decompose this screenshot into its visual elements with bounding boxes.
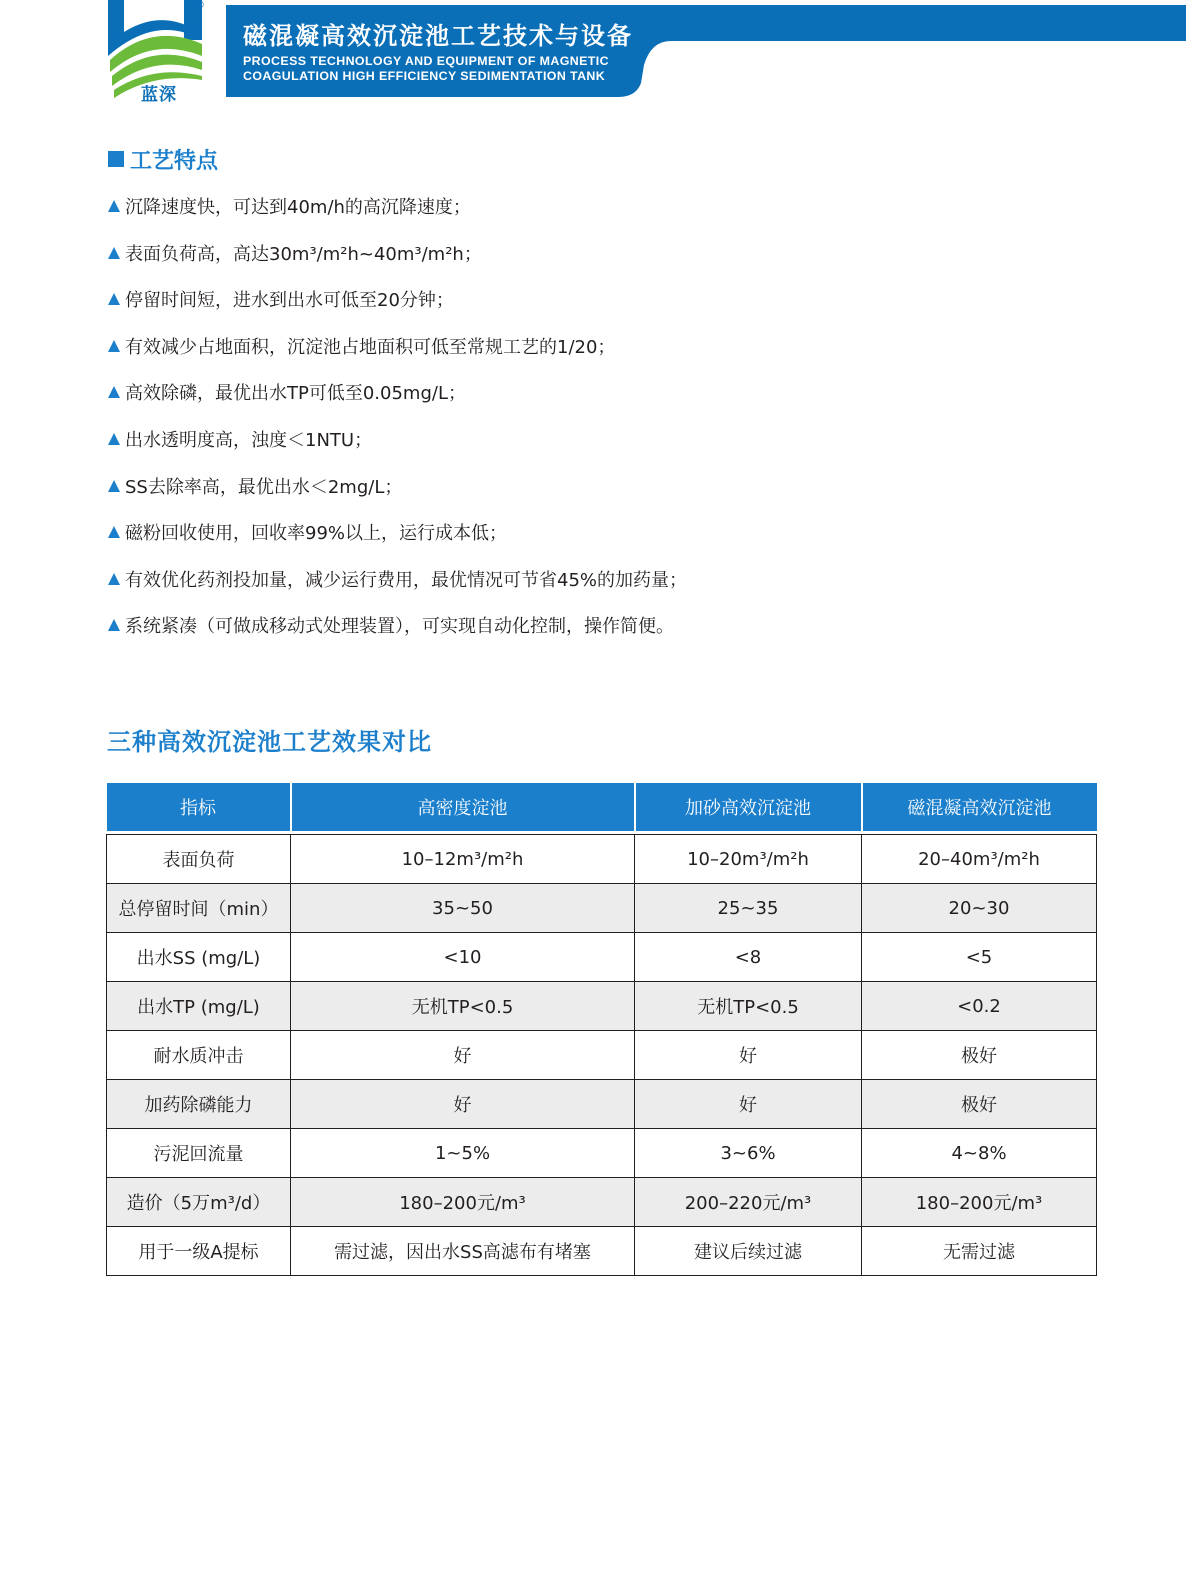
table-row (107, 1227, 1097, 1276)
table-row (107, 1129, 1097, 1178)
table-cell: 1~5% (291, 1129, 635, 1178)
triangle-bullet-icon (108, 386, 120, 398)
list-item: SS去除率高，最优出水＜2mg/L； (108, 473, 687, 520)
table-header-row (107, 783, 1097, 831)
list-item: 高效除磷，最优出水TP可低至0.05mg/L； (108, 379, 687, 426)
table-cell: 200–220元/m³ (635, 1178, 862, 1227)
list-item: 沉降速度快，可达到40m/h的高沉降速度； (108, 193, 687, 240)
table-cell: 25~35 (635, 884, 862, 933)
registered-mark: ® (195, 0, 205, 11)
table-cell: 好 (635, 1031, 862, 1080)
triangle-bullet-icon (108, 340, 120, 352)
table-row (107, 835, 1097, 884)
table-cell: 需过滤，因出水SS高滤布有堵塞 (291, 1227, 635, 1276)
table-cell: 总停留时间（min） (107, 884, 291, 933)
header-cell-high-density: 高密度淀池 (291, 783, 635, 831)
table-cell: 无机TP<0.5 (635, 982, 862, 1031)
comparison-heading: 三种高效沉淀池工艺效果对比 (107, 728, 432, 756)
table-cell: 污泥回流量 (107, 1129, 291, 1178)
list-item: 停留时间短，进水到出水可低至20分钟； (108, 286, 687, 333)
list-item: 磁粉回收使用，回收率99%以上，运行成本低； (108, 519, 687, 566)
list-item: 系统紧凑（可做成移动式处理装置），可实现自动化控制，操作简便。 (108, 612, 687, 659)
page-subtitle: PROCESS TECHNOLOGY AND EQUIPMENT OF MAGNETIC COAGULATION HIGH EFFICIENCY SEDIMENTATION TANK (243, 54, 609, 83)
table-cell: <0.2 (862, 982, 1097, 1031)
table-row (107, 933, 1097, 982)
table-cell: 180–200元/m³ (862, 1178, 1097, 1227)
square-bullet-icon (108, 151, 124, 167)
table-cell: 出水TP (mg/L) (107, 982, 291, 1031)
table-cell: 3~6% (635, 1129, 862, 1178)
features-list (108, 193, 687, 659)
page-title: 磁混凝高效沉淀池工艺技术与设备 (243, 22, 633, 50)
features-heading: 工艺特点 (108, 144, 218, 175)
table-cell: 耐水质冲击 (107, 1031, 291, 1080)
table-row (107, 1080, 1097, 1129)
table-cell: 极好 (862, 1031, 1097, 1080)
list-item: 有效减少占地面积，沉淀池占地面积可低至常规工艺的1/20； (108, 333, 687, 380)
table-cell: 加药除磷能力 (107, 1080, 291, 1129)
table-cell: <5 (862, 933, 1097, 982)
table-cell: 20–40m³/m²h (862, 835, 1097, 884)
table-cell: 表面负荷 (107, 835, 291, 884)
list-item: 有效优化药剂投加量，减少运行费用，最优情况可节省45%的加药量； (108, 566, 687, 613)
table-cell: 无需过滤 (862, 1227, 1097, 1276)
table-cell: 35~50 (291, 884, 635, 933)
table-cell: 好 (291, 1080, 635, 1129)
table-row (107, 982, 1097, 1031)
table-cell: 好 (291, 1031, 635, 1080)
header-cell-sand-ballasted: 加砂高效沉淀池 (635, 783, 862, 831)
header-cell-magnetic: 磁混凝高效沉淀池 (862, 783, 1097, 831)
triangle-bullet-icon (108, 480, 120, 492)
table-cell: 4~8% (862, 1129, 1097, 1178)
triangle-bullet-icon (108, 433, 120, 445)
table-cell: 用于一级A提标 (107, 1227, 291, 1276)
table-row (107, 884, 1097, 933)
table-row (107, 1178, 1097, 1227)
table-cell: <10 (291, 933, 635, 982)
triangle-bullet-icon (108, 573, 120, 585)
table-cell: 180–200元/m³ (291, 1178, 635, 1227)
table-cell: 20~30 (862, 884, 1097, 933)
triangle-bullet-icon (108, 526, 120, 538)
table-row (107, 1031, 1097, 1080)
triangle-bullet-icon (108, 619, 120, 631)
list-item: 出水透明度高，浊度＜1NTU； (108, 426, 687, 473)
table-cell: 极好 (862, 1080, 1097, 1129)
header-cell-metric: 指标 (107, 783, 291, 831)
list-item: 表面负荷高，高达30m³/m²h~40m³/m²h； (108, 240, 687, 287)
triangle-bullet-icon (108, 200, 120, 212)
table-cell: <8 (635, 933, 862, 982)
comparison-table (106, 783, 1097, 1276)
table-cell: 建议后续过滤 (635, 1227, 862, 1276)
triangle-bullet-icon (108, 293, 120, 305)
table-cell: 好 (635, 1080, 862, 1129)
brand-name: 蓝深 (141, 85, 177, 105)
triangle-bullet-icon (108, 247, 120, 259)
table-cell: 10–12m³/m²h (291, 835, 635, 884)
table-cell: 出水SS (mg/L) (107, 933, 291, 982)
table-cell: 造价（5万m³/d） (107, 1178, 291, 1227)
table-cell: 10–20m³/m²h (635, 835, 862, 884)
table-cell: 无机TP<0.5 (291, 982, 635, 1031)
